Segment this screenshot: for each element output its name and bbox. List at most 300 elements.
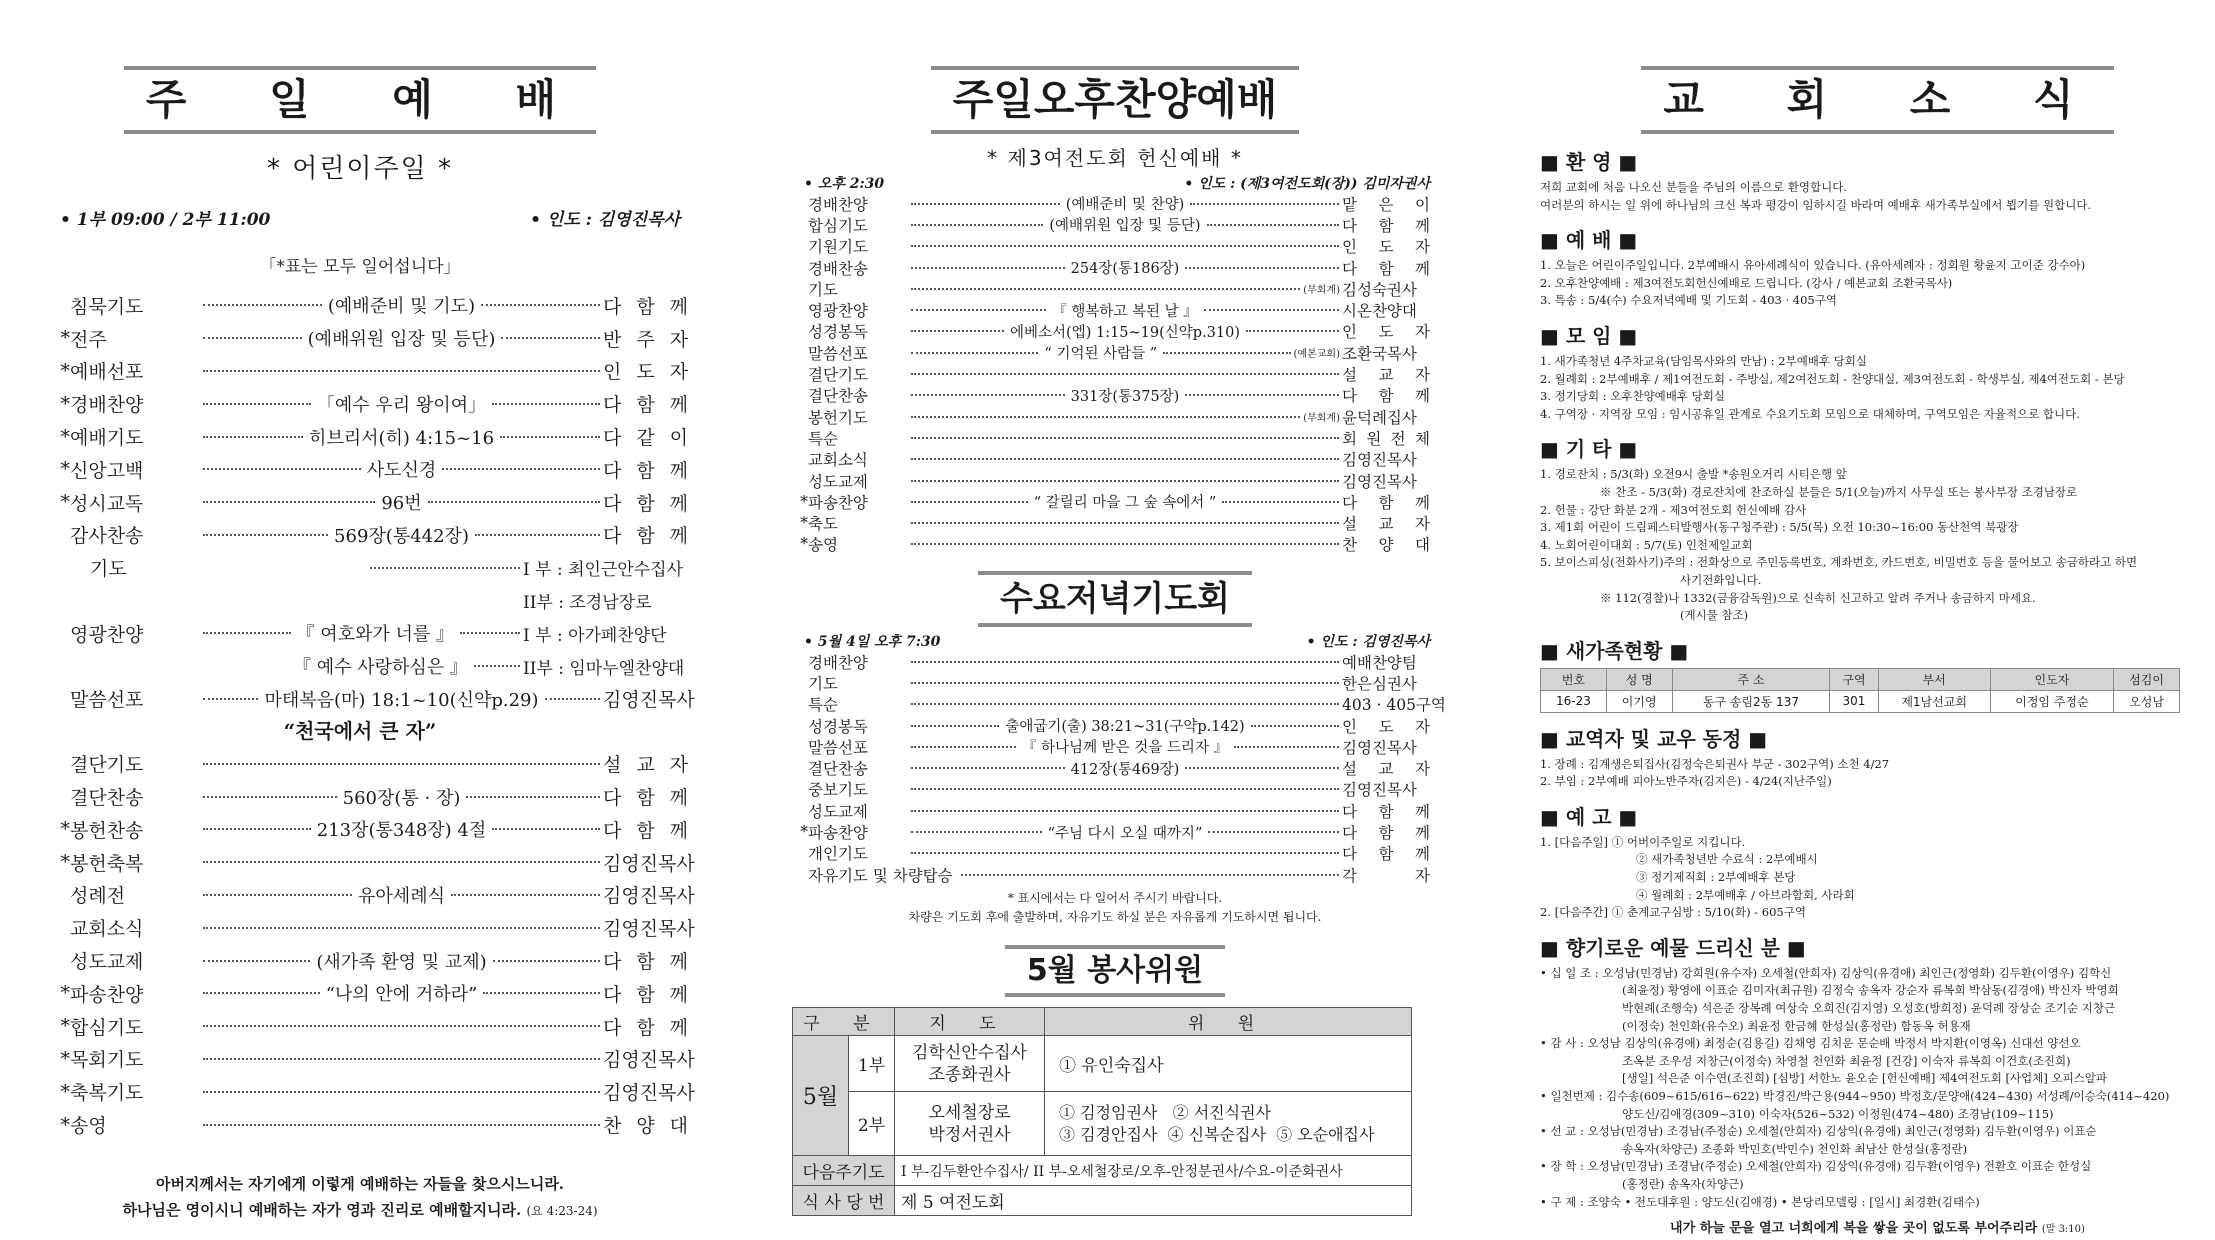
member-cell: ⑤ 오순애집사 [1276,1124,1375,1144]
order-label: 합심기도 [808,216,868,235]
order-label: 영광찬양 [70,623,144,646]
order-label: 침묵기도 [70,295,144,318]
order-row [20,322,688,355]
order-assignee: 설 교 자 [1342,515,1430,534]
service-subtitle: * 어린이주일 * [266,154,454,184]
afternoon-title: 주일오후찬양예배 [931,66,1300,134]
order-label: 교회소식 [70,918,144,941]
wednesday-time: • 5월 4일 오후 7:30 [804,634,941,651]
order-row [790,299,1430,320]
meal-duty: 제 5 여전도회 [895,1186,1412,1216]
stand-mark: * [800,535,808,554]
order-assignee: 김성숙권사 [1342,280,1417,299]
section-members-news: ■ 교역자 및 교우 동정 ■ [1540,726,1768,751]
order-assignee: 한은심권사 [1342,675,1417,693]
order-label: 예배선포 [70,361,144,384]
stand-mark: * [60,1080,70,1103]
order-label: 성례전 [70,885,126,908]
order-label: 자유기도 및 차량탑승 [808,866,953,885]
new-family-table [1540,668,2180,713]
order-assignee: 김영진목사 [603,852,695,875]
family-cell: 오성남 [2114,690,2180,712]
order-assignee: 다 함 께 [1342,802,1430,821]
wednesday-title: 수요저녁기도회 [978,571,1252,627]
order-assignee: 인 도 자 [1342,323,1431,342]
order-content: (새가족 환영 및 교제) [316,951,487,973]
news-line: • 감 사 : 오성남 김상익(유경애) 최정순(김용길) 김채영 김치운 문순배 박정서 박지환(이영옥) 신대선 양선오 [1540,1036,2081,1051]
order-label: 말씀선포 [808,738,868,757]
standing-notice: 「*표는 모두 일어섭니다」 [259,257,461,277]
order-assignee: 다 함 께 [603,525,689,548]
order-label: 기원기도 [808,238,868,257]
order-label: 전주 [70,328,107,351]
news-line: ④ 월례회 : 2부예배후 / 아브라함회, 사라회 [1636,887,1855,902]
stand-mark: * [60,491,70,514]
volunteer-title: 5월 봉사위원 [1005,945,1225,997]
closing-verse: 내가 하늘 문을 열고 너희에게 복을 쌓을 곳이 없도록 부어주리라 [1670,1221,2038,1237]
stand-mark: * [60,1015,70,1038]
order-content: 96번 [381,493,422,515]
order-content: 254장(통186장) [1070,261,1180,278]
order-row [20,387,688,420]
standing-note: * 표시에서는 다 일어서 주시기 바랍니다. [1007,891,1223,906]
news-line: (이정숙) 천인화(유수오) 최윤정 한금혜 한성실(홍정란) 함동옥 허용재 [1622,1018,1971,1033]
order-assignee: 다 함 께 [603,787,689,810]
order-label: 파송찬양 [808,824,868,843]
order-content: 213장(통348장) 4절 [316,820,487,842]
order-row [790,363,1430,384]
order-assignee: 맡 은 이 [1342,195,1430,214]
news-line: [생일] 석은준 이수연(조진희) [심방] 서한노 윤오순 [헌신예배] 제4여전도회 [사업체] 오피스알파 [1622,1071,2108,1086]
order-content: 『 여호와가 너를 』 [296,624,454,646]
news-line: 2. 오후찬양예배 : 제3여전도회헌신예배로 드립니다. (강사 / 예본교회 조환국목사) [1540,275,1953,290]
order-assignee: 다 함 께 [603,394,689,417]
order-assignee: 김영진목사 [1342,451,1417,470]
order-content: 『 하나님께 받은 것을 드리자 』 [1021,740,1229,757]
order-content: “ 갈릴리 마을 그 숲 속에서 ” [1033,495,1217,512]
order-label: 교회소식 [808,451,868,470]
order-row [790,257,1430,278]
news-line: 저희 교회에 처음 나오신 분들을 주님의 이름으로 환영합니다. [1540,180,1847,194]
order-row [20,486,688,519]
order-label: 봉헌찬송 [70,819,144,842]
order-row [20,519,688,552]
order-assignee: 김영진목사 [603,885,695,908]
order-assignee: 윤덕례집사 [1342,408,1417,427]
order-assignee: 조환국목사 [1342,344,1417,363]
next-week-prayer: I 부-김두환안수집사/ II 부-오세철장로/오후-안정분권사/수요-이준화권사 [895,1156,1412,1186]
order-assignee: 403 · 405구역 [1342,696,1446,715]
order-row-prayer [20,551,688,584]
order-content: 마태복음(마) 18:1~10(신약p.29) [264,689,539,711]
news-line: 1. [다음주일] ① 어버이주일로 지킵니다. [1540,834,1746,849]
order-label: 결단찬송 [70,787,144,810]
stand-mark: * [60,818,70,841]
order-content: 유아세례식 [358,885,445,907]
news-line: • 십 일 조 : 오성남(민경남) 강희원(유수자) 오세철(안희자) 김상익(유경애) 최인근(정영화) 김두환(이영우) 김학신 [1540,965,2112,980]
news-line: 1. 경로잔치 : 5/3(화) 오전9시 출발 *송원오거리 시티은행 앞 [1540,467,1847,482]
afternoon-worship-column [790,0,1446,1240]
order-label: 영광찬양 [808,302,868,321]
order-label: 송영 [808,536,838,555]
order-content: 『 행복하고 복된 날 』 [1052,303,1198,320]
order-row [20,977,688,1010]
order-assignee: 다 함 께 [1342,824,1430,843]
section-new-family: ■ 새가족현황 ■ [1540,638,1689,663]
order-assignee: 다 함 께 [603,951,689,974]
news-line: (게시물 참조) [1680,608,1749,623]
order-assignee: II부 : 조경남장로 [523,593,652,614]
news-line: 2. 부임 : 2부예배 피아노반주자(김지은) - 4/24(지난주일) [1540,774,1832,789]
news-line: 여러분의 하시는 일 위에 하나님의 크신 복과 평강이 임하시길 바라며 예배후 새가족부실에서 뵙기를 원합니다. [1540,197,2092,212]
news-line: • 구 제 : 조양숙 • 전도대후원 : 양도신(김애경) • 본당리모델링 : [일시] 최경환(김태수) [1540,1194,1980,1209]
order-label: 특순 [808,696,838,715]
volunteer-table [792,1007,1412,1216]
stand-mark: * [60,425,70,448]
order-assignee: I 부 : 아가페찬양단 [523,625,667,646]
member-cell: ② 서진식권사 [1172,1102,1272,1122]
leader-cell: 박정서권사 [928,1124,1011,1145]
family-header: 섬김이 [2114,668,2180,690]
order-assignee: 다 함 께 [603,819,689,842]
order-assignee: 다 함 께 [603,295,688,318]
sunday-worship-column [0,0,720,1240]
month-cell: 5월 [793,1036,849,1156]
news-line: ② 새가족청년반 수료식 : 2부예배시 [1636,852,1818,867]
order-row [790,214,1430,235]
stand-mark: * [60,359,70,382]
news-line: ※ 112(경찰)나 1332(금융감독원)으로 신속히 신고하고 알려 주거나 송금하지 마세요. [1600,590,2036,605]
afternoon-time: • 오후 2:30 [804,176,885,192]
news-line: 2. [다음주간] ① 춘계교구심방 : 5/10(화) - 605구역 [1540,905,1806,920]
order-content: 412장(통469장) [1070,761,1180,778]
order-assignee: 김영진목사 [1342,738,1417,757]
sermon-title: “천국에서 큰 자” [283,719,437,744]
order-row [790,736,1430,757]
order-content: 569장(통442장) [334,525,469,547]
next-week-label: 다음주기도 [793,1156,895,1186]
order-assignee: 찬 양 대 [603,1115,688,1138]
order-label: 축복기도 [70,1082,144,1105]
order-row [790,779,1430,800]
order-label: 결단기도 [808,366,868,385]
order-row-choir [20,617,688,650]
order-row [790,278,1430,299]
order-row [790,694,1446,715]
family-header: 성 명 [1606,668,1672,690]
section-preview: ■ 예 고 ■ [1540,804,1638,829]
order-row [790,651,1430,672]
family-header: 구역 [1830,668,1878,690]
order-row [20,453,688,486]
family-header: 번호 [1541,668,1607,690]
news-line: 3. 제1회 어린이 드림페스티발행사(동구청주관) : 5/5(목) 오전 10:30~16:00 동산천역 북광장 [1540,520,2019,535]
order-row [20,780,688,813]
order-row [20,747,688,780]
afternoon-leader: • 인도 : (제3여전도회(장)) 김미자권사 [1184,176,1430,192]
order-role: (예본교회) [1293,349,1340,361]
news-line: 조옥분 조우성 지창근(이정숙) 차영철 천인화 최윤정 [건강] 이숙자 류복희 이건호(조진희) [1622,1053,2071,1068]
order-row [790,427,1430,448]
order-content: “주님 다시 오실 때까지” [1047,825,1203,842]
news-line: • 장 학 : 오성남(민경남) 조경남(주정순) 오세철(안희자) 김상익(유경애) 김두환(이영우) 전환호 이표순 한성실 [1540,1159,2092,1174]
leader-cell: 조종화권사 [928,1064,1011,1085]
order-row [790,715,1430,736]
order-row [790,512,1430,533]
order-label: 감사찬송 [70,525,144,548]
order-assignee: 다 함 께 [1342,493,1430,512]
order-label: 개인기도 [808,845,868,864]
news-line: 1. 새가족청년 4주차교육(담임목사와의 만남) : 2부예배후 당회실 [1540,353,1867,368]
order-row [20,1043,695,1076]
order-content: 에베소서(엡) 1:15~19(신약p.310) [1010,324,1241,341]
order-assignee: 찬 양 대 [1342,536,1430,555]
order-assignee: 반 주 자 [603,328,689,351]
order-content: “ 기억된 사람들 ” [1044,346,1158,363]
order-row [790,843,1430,864]
meal-duty-label: 식 사 당 번 [793,1186,895,1216]
order-assignee: 인 도 자 [603,361,688,384]
table-header: 구 분 [793,1008,895,1036]
verse-reference: (말 3:10) [2041,1224,2085,1236]
order-row [790,534,1430,555]
stand-mark: * [60,392,70,415]
order-assignee: 다 함 께 [603,492,689,515]
family-header: 부서 [1878,668,1990,690]
news-line: 1. 오늘은 어린이주일입니다. 2부예배시 유아세례식이 있습니다. (유아세례자 : 정회원 황윤지 고이준 강수아) [1540,258,2086,273]
news-line: 3. 특송 : 5/4(수) 수요저녁예배 및 기도회 - 403 · 405구역 [1540,293,1837,308]
order-label: 중보기도 [808,781,868,800]
section-etc: ■ 기 타 ■ [1540,437,1638,462]
section-worship: ■ 예 배 ■ [1540,228,1638,253]
order-label: 경배찬양 [70,394,144,417]
order-assignee: II부 : 임마누엘찬양대 [523,658,685,679]
wednesday-leader: • 인도 : 김영진목사 [1306,634,1430,651]
closing-verse-line1: 아버지께서는 자기에게 이렇게 예배하는 자들을 찾으시느니라. [155,1174,565,1193]
stand-mark: * [60,982,70,1005]
order-assignee: 김영진목사 [1342,781,1417,800]
news-line: ③ 정기제직회 : 2부예배후 본당 [1636,870,1796,885]
stand-mark: * [60,327,70,350]
order-content: 『 예수 사랑하심은 』 [293,657,468,679]
order-label: 경배찬송 [808,259,868,278]
church-news-column [1540,0,2215,1240]
order-label: 성도교제 [808,802,868,821]
order-label: 결단찬송 [808,387,868,406]
order-assignee: 다 함 께 [1342,259,1430,278]
order-row-sermon [20,683,695,716]
order-assignee: I 부 : 최인근안수집사 [523,560,684,581]
family-cell: 이정임 주정순 [1990,690,2114,712]
order-label: 합심기도 [70,1016,144,1039]
order-assignee: 예배찬양팀 [1342,653,1417,672]
service-leader: • 인도 : 김영진목사 [530,210,680,230]
order-assignee: 다 함 께 [1342,216,1430,235]
news-line: 1. 장례 : 김계생은퇴집사(김정숙은퇴권사 부군 - 302구역) 소천 4/27 [1540,756,1890,771]
order-row [790,800,1430,821]
order-label: 파송찬양 [808,493,868,512]
table-header: 위 원 [1045,1008,1412,1036]
order-content: 331장(통375장) [1070,388,1180,405]
order-assignee: 인 도 자 [1342,238,1430,257]
stand-mark: * [800,823,808,842]
news-line: 박현례(조행숙) 석은준 장복례 여상숙 오희진(김지영) 오성호(방희정) 윤덕례 장상순 조기순 지창근 [1622,1001,2116,1016]
order-row [20,879,695,912]
order-row [790,470,1430,491]
order-content: 사도신경 [366,460,437,482]
order-row [20,420,688,453]
news-line: 양도신/김애경(309~310) 이숙자(526~532) 이정원(474~480) 조경남(109~115) [1622,1106,2054,1121]
news-line: • 일천번제 : 김수송(609~615/616~622) 박경진/박근용(944~950) 박정호/문양애(424~430) 서성례/이승숙(414~420) [1540,1089,2170,1103]
order-label: 특순 [808,429,838,448]
order-assignee: 설 교 자 [1342,366,1430,385]
order-row [20,355,688,388]
order-assignee: 다 함 께 [603,459,688,482]
order-content: (예배위원 입장 및 등단) [1049,218,1201,235]
stand-mark: * [60,1047,70,1070]
order-row [20,911,695,944]
order-content: (예배위원 입장 및 등단) [307,329,496,351]
part-cell: 1부 [849,1036,895,1092]
order-row [790,758,1430,779]
order-row [790,491,1430,512]
order-row [20,1010,688,1043]
news-line: (최윤정) 황영애 이표순 김미자(최규원) 김정숙 송옥자 강순자 류복희 박삼동(김경애) 박신자 박영희 [1622,983,2119,998]
stand-mark: * [60,1113,70,1136]
news-line: (홍정란) 송옥자(차양근) [1622,1176,1744,1191]
order-content: (예배준비 및 기도) [327,296,476,318]
order-row [20,1075,695,1108]
order-label: 경배찬양 [808,195,868,214]
order-label: 기도 [808,280,838,299]
order-assignee: 김영진목사 [603,1082,695,1105]
news-line: 사기전화입니다. [1680,572,1762,587]
order-label: 축도 [808,515,838,534]
section-meeting: ■ 모 임 ■ [1540,323,1638,348]
order-row [20,846,695,879]
member-cell: ① 유인숙집사 [1045,1036,1412,1092]
order-assignee: 다 함 께 [1342,845,1430,864]
news-line: 3. 정기당회 : 오후찬양예배후 당회실 [1540,389,1725,404]
news-line: 2. 월례회 : 2부예배후 / 제1여전도회 - 주방실, 제2여전도회 - 찬양대실, 제3여전도회 - 학생부실, 제4여전도회 - 본당 [1540,371,2125,386]
section-offerings: ■ 향기로운 예물 드리신 분 ■ [1540,935,1806,960]
member-cell: ③ 김경안집사 [1059,1124,1158,1144]
leader-cell: 오세철장로 [928,1102,1011,1123]
order-row [790,321,1430,342]
order-content: (예배준비 및 찬양) [1065,197,1185,214]
order-assignee: 인 도 자 [1342,717,1430,736]
part-cell: 2부 [849,1092,895,1156]
order-content: “나의 안에 거하라” [325,984,478,1006]
order-label: 성도교제 [808,472,868,491]
order-label: 성경봉독 [808,717,868,736]
afternoon-subtitle: * 제3여전도회 헌신예배 * [987,146,1243,170]
order-row [790,449,1430,470]
order-row [20,813,688,846]
stand-mark: * [60,458,70,481]
order-assignee: 김영진목사 [603,689,695,712]
news-title: 교 회 소 식 [1641,66,2113,134]
order-content: 「예수 우리 왕이여」 [316,394,487,416]
family-header: 주 소 [1672,668,1830,690]
news-line: • 선 교 : 오성남(민경남) 조경남(주정순) 오세철(안희자) 김상익(유경애) 최인근(정영화) 김두환(이영우) 이표순 [1540,1124,2097,1139]
order-row [790,236,1430,257]
order-role: (부회계) [1303,413,1340,425]
order-content: 출애굽기(출) 38:21~31(구약p.142) [1005,719,1245,736]
order-row [790,385,1430,406]
service-time: • 1부 09:00 / 2부 11:00 [60,210,271,230]
order-row [790,342,1430,363]
order-assignee: 김영진목사 [603,1049,695,1072]
order-label: 봉헌기도 [808,408,868,427]
order-role: (부회계) [1303,285,1340,297]
order-row [20,289,688,322]
order-label: 성경봉독 [808,323,868,342]
order-assignee: 다 같 이 [603,427,688,450]
news-line: 5. 보이스피싱(전화사기)주의 : 전화상으로 주민등록번호, 계좌번호, 카드번호, 비밀번호 등을 물어보고 송금하라고 하면 [1540,555,2138,570]
news-line: 4. 노회어린이대회 : 5/7(토) 인천제일교회 [1540,537,1753,552]
section-welcome: ■ 환 영 ■ [1540,150,1638,174]
order-label: 송영 [70,1115,107,1138]
order-row [20,944,688,977]
order-label: 말씀선포 [808,344,868,363]
member-cell: ④ 신복순집사 [1167,1124,1266,1144]
family-cell: 제1남선교회 [1878,690,1990,712]
stand-mark: * [800,492,808,511]
stand-mark: * [60,851,70,874]
order-label: 결단찬송 [808,760,868,779]
order-row [790,672,1430,693]
news-line: 2. 헌물 : 강단 화분 2개 - 제3여전도회 헌신예배 감사 [1540,502,1807,517]
order-assignee: 다 함 께 [603,1016,688,1039]
order-row [790,406,1430,427]
order-label: 봉헌축복 [70,852,144,875]
order-content: 히브리서(히) 4:15~16 [308,427,495,449]
order-assignee: 시온찬양대 [1342,302,1417,321]
order-row [20,1108,688,1141]
stand-mark: * [800,514,808,533]
news-line: ※ 찬조 - 5/3(화) 경로잔치에 찬조하실 분들은 5/1(오늘)까지 사무실 또는 봉사부장 조경남장로 [1600,484,2078,499]
leader-cell: 김학신안수집사 [912,1042,1027,1063]
order-assignee: 각 자 [1342,866,1430,885]
vehicle-note: 차량은 기도회 후에 출발하며, 자유기도 하실 분은 자유롭게 기도하시면 됩니다. [908,910,1322,925]
order-assignee: 회 원 전 체 [1342,429,1430,448]
order-label: 기도 [808,675,838,693]
order-assignee: 김영진목사 [603,918,695,941]
family-cell: 301 [1830,690,1878,712]
order-label: 결단기도 [70,754,144,777]
news-line: 4. 구역장 · 지역장 모임 : 임시공휴일 관계로 수요기도회 모임으로 대체하며, 구역모임은 자율적으로 합니다. [1540,406,2080,421]
order-assignee: 설 교 자 [603,754,688,777]
order-label: 목회기도 [70,1049,144,1072]
member-cell: ① 김정임권사 [1059,1102,1158,1122]
order-label: 성시교독 [70,492,144,515]
order-label: 신앙고백 [70,459,144,482]
table-header: 지 도 [895,1008,1045,1036]
order-label: 기도 [90,558,127,581]
order-row [790,864,1430,885]
order-label: 말씀선포 [70,689,144,712]
order-assignee: 김영진목사 [1342,472,1417,491]
verse-reference: (요 4:23-24) [526,1203,598,1218]
closing-verse-line2: 하나님은 영이시니 예배하는 자가 영과 진리로 예배할지니라. [122,1200,522,1219]
order-label: 예배기도 [70,427,144,450]
family-cell: 동구 송림2동 137 [1672,690,1830,712]
order-assignee: 다 함 께 [1342,387,1430,406]
news-line: 송옥자(차양근) 조종화 박민호(박민수) 천인화 최남산 한성실(홍정란) [1622,1141,1968,1156]
order-row [790,193,1430,214]
family-cell: 16-23 [1541,690,1607,712]
